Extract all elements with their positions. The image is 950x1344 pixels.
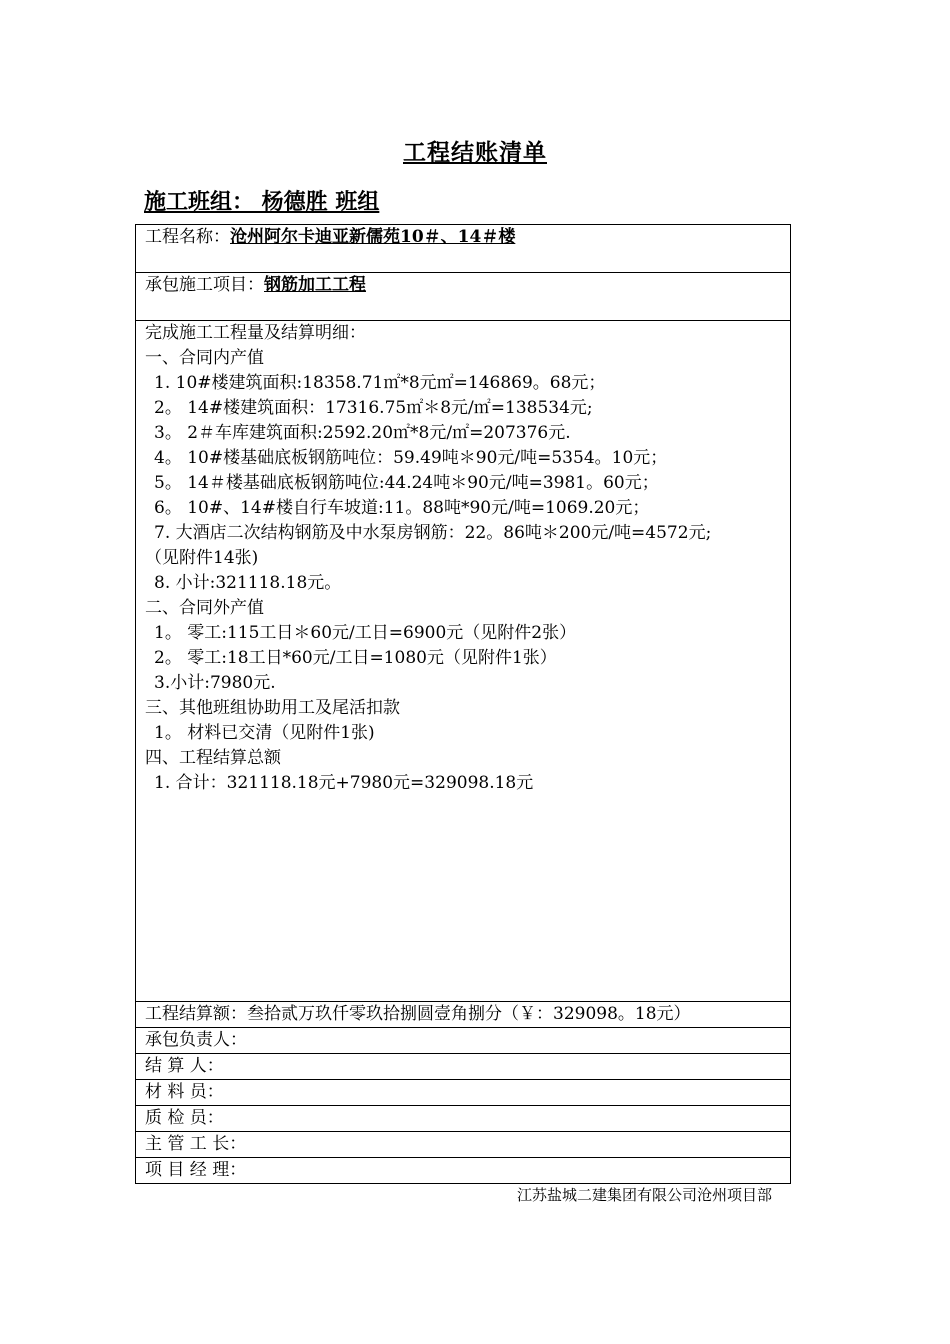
signature-row — [136, 1158, 791, 1184]
signature-row — [136, 1106, 791, 1132]
detail-line: 2。 14#楼建筑面积：17316.75㎡＊8元/㎡=138534元; — [154, 398, 593, 418]
project-name-label: 工程名称： — [145, 227, 230, 247]
project-name-row — [136, 225, 791, 273]
detail-line: 1. 合计：321118.18元+7980元=329098.18元 — [154, 773, 534, 793]
contract-item-label: 承包施工项目： — [145, 275, 264, 295]
project-name-value: 沧州阿尔卡迪亚新儒苑10＃、14＃楼 — [230, 227, 516, 247]
contract-item-value: 钢筋加工工程 — [264, 275, 366, 295]
signature-row — [136, 1132, 791, 1158]
detail-line: 二、合同外产值 — [145, 598, 264, 618]
signature-quality: 质 检 员： — [136, 1106, 791, 1132]
detail-line: 6。 10#、14#楼自行车坡道:11。88吨*90元/吨=1069.20元； — [154, 498, 650, 518]
signature-row — [136, 1080, 791, 1106]
detail-line: 2。 零工:18工日*60元/工日=1080元（见附件1张） — [154, 648, 557, 668]
settlement-amount-row — [136, 1002, 791, 1028]
detail-line: 1。 零工:115工日＊60元/工日=6900元（见附件2张） — [154, 623, 577, 643]
detail-row — [136, 321, 791, 1002]
detail-line: 三、其他班组协助用工及尾活扣款 — [145, 698, 400, 718]
detail-line: 3.小计:7980元. — [154, 673, 276, 693]
signature-settler: 结 算 人： — [136, 1054, 791, 1080]
signature-foreman: 主 管 工 长： — [136, 1132, 791, 1158]
detail-line: 一、合同内产值 — [145, 348, 264, 368]
signature-row — [136, 1054, 791, 1080]
detail-line: （见附件14张) — [145, 548, 259, 568]
company-footer: 江苏盐城二建集团有限公司沧州项目部 — [516, 1186, 772, 1204]
detail-line: 1. 10#楼建筑面积:18358.71㎡*8元㎡=146869。68元； — [154, 373, 606, 393]
detail-line: 3。 2＃车库建筑面积:2592.20㎡*8元/㎡=207376元. — [154, 423, 571, 443]
settlement-table — [135, 224, 791, 1184]
detail-line: 4。 10#楼基础底板钢筋吨位：59.49吨＊90元/吨=5354。10元； — [154, 448, 668, 468]
detail-line: 1。 材料已交清（见附件1张) — [154, 723, 375, 743]
detail-line: 7. 大酒店二次结构钢筋及中水泵房钢筋：22。86吨＊200元/吨=4572元; — [154, 523, 712, 543]
detail-line: 8. 小计:321118.18元。 — [154, 573, 342, 593]
signature-material: 材 料 员： — [136, 1080, 791, 1106]
contract-item-row — [136, 273, 791, 321]
detail-line: 四、工程结算总额 — [145, 748, 281, 768]
detail-cell — [136, 321, 791, 1002]
signature-contractor: 承包负责人： — [136, 1028, 791, 1054]
signature-row — [136, 1028, 791, 1054]
signature-manager: 项 目 经 理： — [136, 1158, 791, 1184]
settlement-amount: 工程结算额：叁拾贰万玖仟零玖拾捌圆壹角捌分（￥：329098。18元） — [136, 1002, 791, 1028]
detail-heading: 完成施工工程量及结算明细： — [145, 323, 366, 343]
detail-line: 5。 14＃楼基础底板钢筋吨位:44.24吨＊90元/吨=3981。60元； — [154, 473, 659, 493]
construction-team: 施工班组： 杨德胜 班组 — [144, 189, 380, 215]
document-title: 工程结账清单 — [403, 139, 547, 166]
